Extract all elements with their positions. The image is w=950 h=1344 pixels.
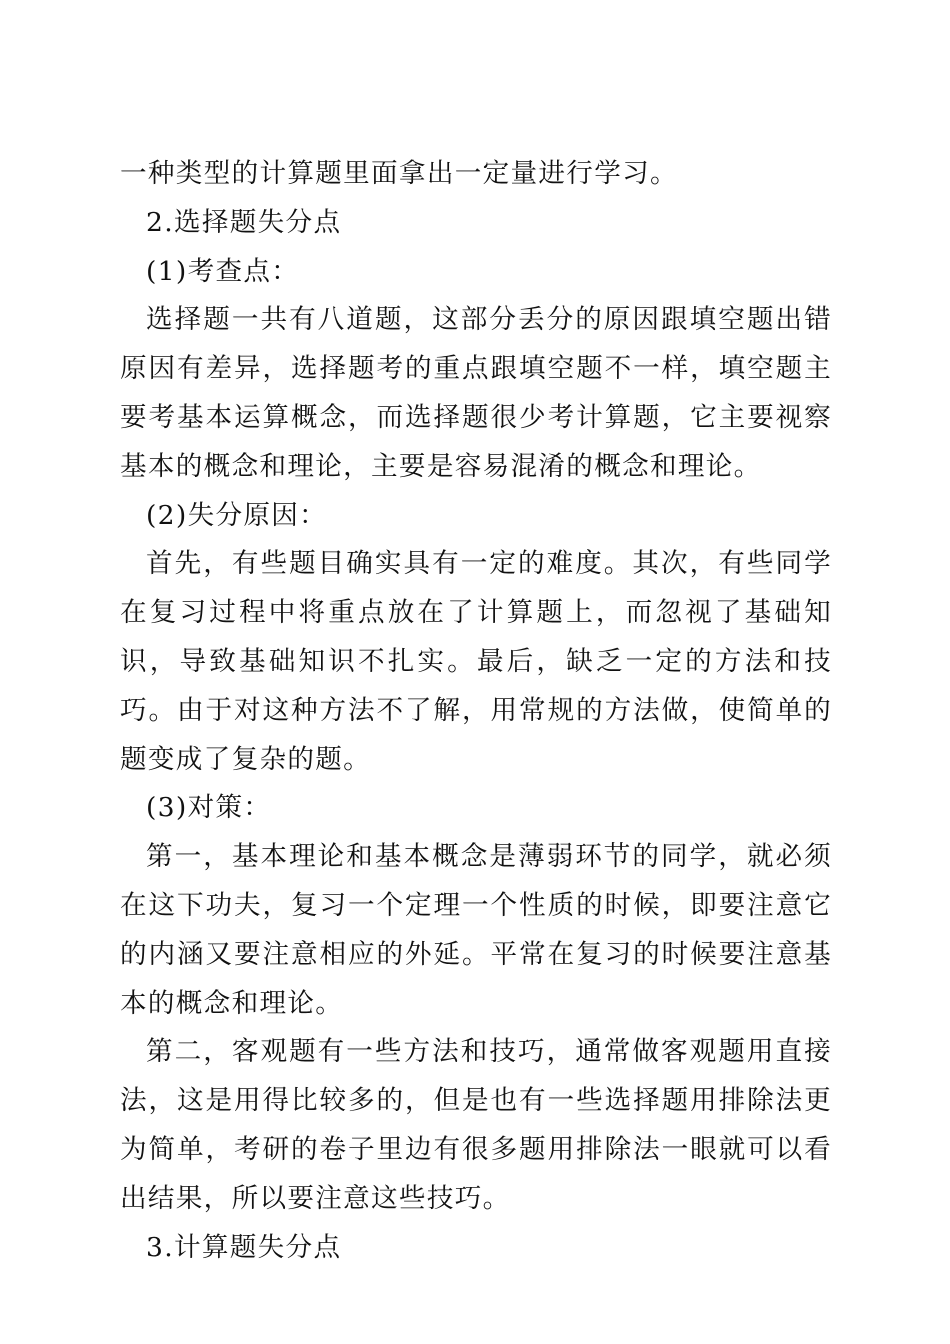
section-heading-choice-questions: 2.选择题失分点	[146, 206, 342, 238]
subheading-reasons: (2)失分原因：	[146, 499, 328, 531]
paragraph-continuation: 一种类型的计算题里面拿出一定量进行学习。	[120, 158, 678, 189]
document-body	[120, 150, 832, 1272]
paragraph-countermeasure-second: 第二，客观题有一些方法和技巧，通常做客观题用直接法，这是用得比较多的，但是也有一些选择题用排除法更为简单，考研的卷子里边有很多题用排除法一眼就可以看出结果，所以要注意这些技巧。	[120, 1036, 832, 1214]
paragraph-reasons: 首先，有些题目确实具有一定的难度。其次，有些同学在复习过程中将重点放在了计算题上，而忽视了基础知识，导致基础知识不扎实。最后，缺乏一定的方法和技巧。由于对这种方法不了解，用常规的方法做，使简单的题变成了复杂的题。	[120, 548, 832, 775]
section-heading-calculation-questions: 3.计算题失分点	[146, 1231, 342, 1263]
paragraph-countermeasure-first: 第一，基本理论和基本概念是薄弱环节的同学，就必须在这下功夫，复习一个定理一个性质的时候，即要注意它的内涵又要注意相应的外延。平常在复习的时候要注意基本的概念和理论。	[120, 841, 832, 1019]
subheading-countermeasures: (3)对策：	[146, 792, 272, 824]
subheading-test-points: (1)考查点：	[146, 255, 300, 287]
paragraph-test-points: 选择题一共有八道题，这部分丢分的原因跟填空题出错原因有差异，选择题考的重点跟填空题不一样，填空题主要考基本运算概念，而选择题很少考计算题，它主要视察基本的概念和理论，主要是容易混淆的概念和理论。	[120, 304, 832, 482]
